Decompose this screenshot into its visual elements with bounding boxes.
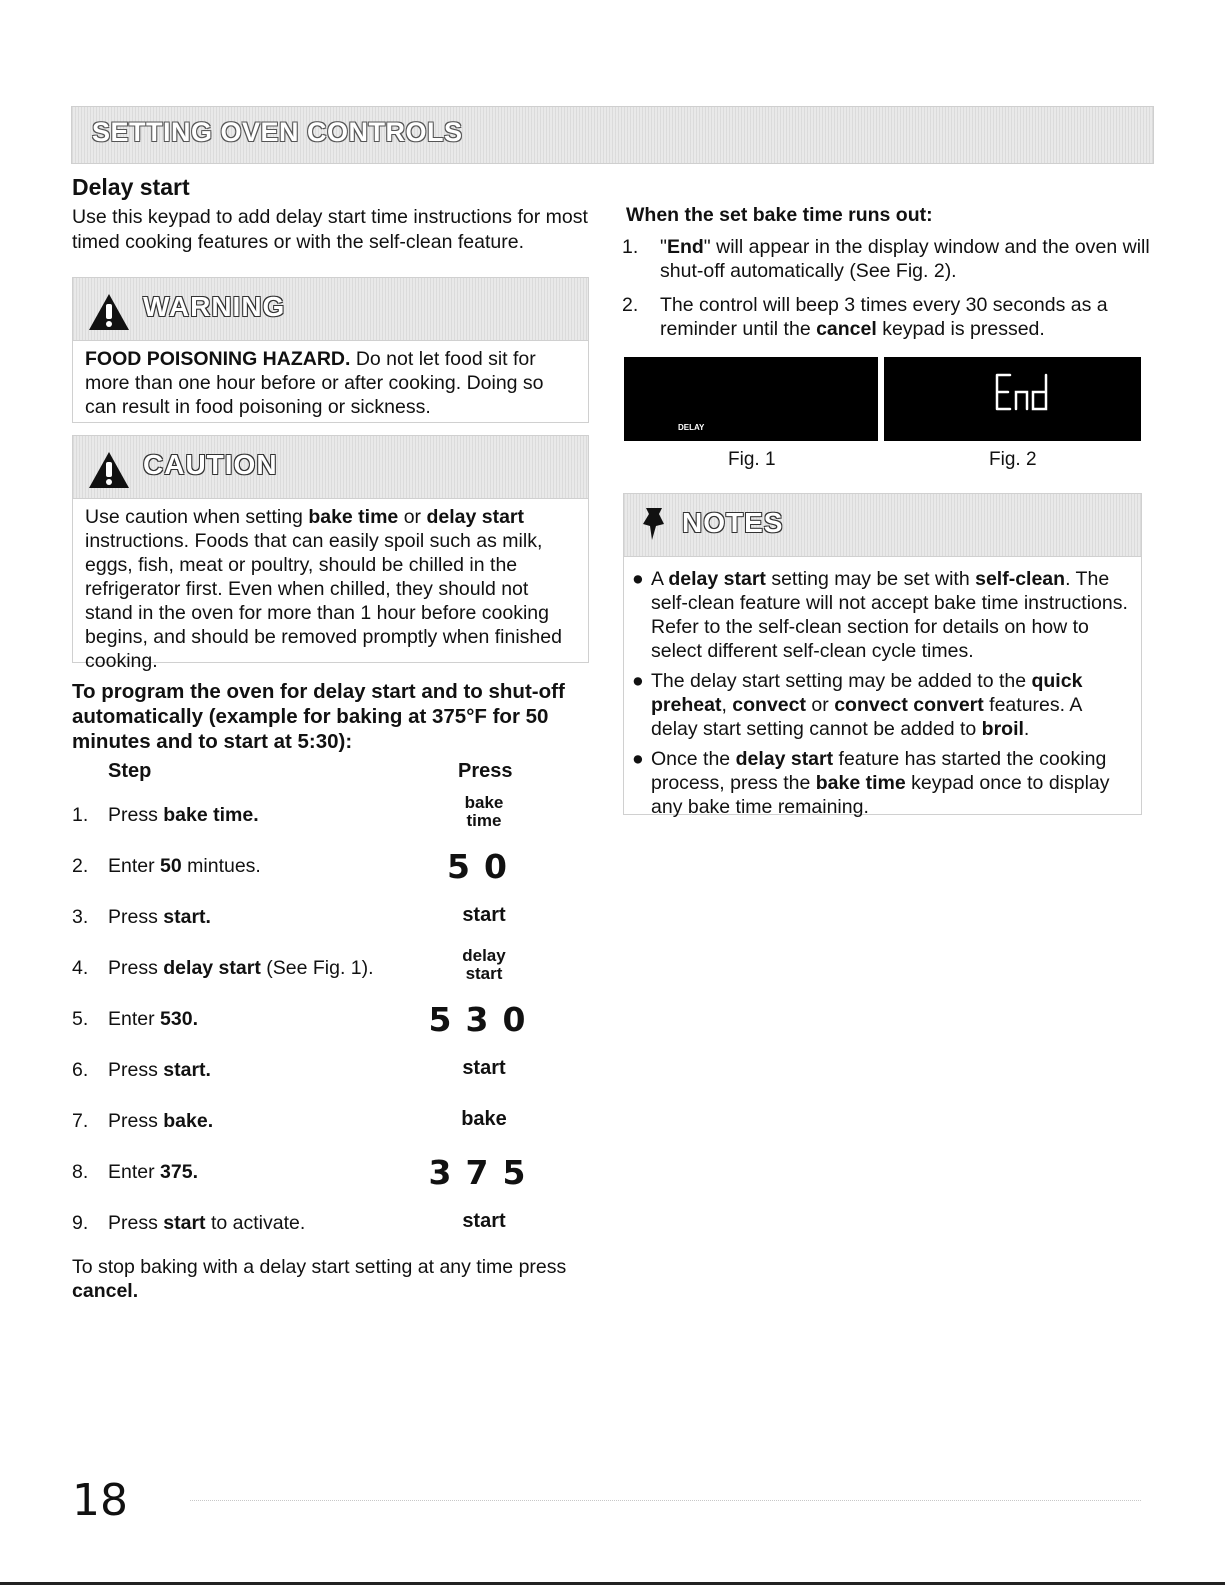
note-text: or bbox=[806, 694, 835, 716]
item-text-2: keypad is pressed. bbox=[876, 318, 1045, 340]
warning-text bbox=[73, 341, 588, 427]
step-post: (See Fig. 1). bbox=[260, 957, 374, 979]
step-row bbox=[72, 892, 592, 943]
step-row bbox=[72, 943, 592, 994]
step-bold: 375. bbox=[160, 1161, 198, 1183]
stop-bold: cancel. bbox=[72, 1280, 139, 1302]
step-number: 5. bbox=[72, 1008, 89, 1030]
delay-start-key bbox=[394, 947, 574, 983]
note-bold: delay start bbox=[668, 568, 766, 590]
item-number: 1. bbox=[622, 236, 639, 258]
caution-icon bbox=[87, 450, 131, 490]
step-number: 4. bbox=[72, 957, 89, 979]
step-number: 9. bbox=[72, 1212, 89, 1234]
step-row bbox=[72, 1096, 592, 1147]
fig2-caption: Fig. 2 bbox=[989, 449, 1037, 470]
item-bold: End bbox=[666, 236, 704, 258]
digit-keys-375: 375 bbox=[428, 1153, 540, 1192]
program-title: To program the oven for delay start and to shut-off automatically (example for baking at 375°F for 50 minutes and to start at 5:30): bbox=[72, 680, 565, 753]
caution-text bbox=[73, 499, 588, 681]
key-line-2: time bbox=[466, 811, 502, 830]
step-text bbox=[108, 1110, 213, 1133]
step-number: 3. bbox=[72, 906, 89, 928]
key-line-2: start bbox=[465, 964, 503, 983]
notes-body bbox=[624, 557, 1141, 819]
item-number: 2. bbox=[622, 294, 639, 316]
step-pre: Press bbox=[108, 1110, 164, 1132]
step-text bbox=[108, 1008, 198, 1031]
delay-start-heading: Delay start bbox=[72, 174, 190, 200]
bake-time-key bbox=[394, 794, 574, 830]
item-text: The control will beep 3 times every 30 seconds as a reminder until the bbox=[660, 294, 1108, 340]
pushpin-icon bbox=[638, 504, 674, 544]
step-post: to activate. bbox=[205, 1212, 306, 1234]
notes-title: NOTES bbox=[682, 507, 784, 538]
warning-body: Do not let food sit for more than one hour before or after cooking. Doing so can result in food poisoning or sickness. bbox=[85, 348, 544, 418]
caution-title: CAUTION bbox=[143, 449, 278, 480]
bake-time-out-heading: When the set bake time runs out: bbox=[626, 204, 933, 226]
digit-keys-530: 530 bbox=[428, 1000, 540, 1039]
end-segment-display bbox=[994, 371, 1054, 415]
page-number: 18 bbox=[72, 1475, 128, 1526]
right-column bbox=[622, 204, 1155, 351]
step-text bbox=[108, 1161, 198, 1184]
step-row bbox=[72, 994, 592, 1045]
delay-indicator: DELAY bbox=[678, 423, 705, 432]
bullet-icon: ● bbox=[632, 568, 644, 590]
stop-text: To stop baking with a delay start setting at any time press bbox=[72, 1256, 567, 1278]
note-text: The delay start setting may be added to the bbox=[651, 670, 1032, 692]
step-text bbox=[108, 957, 374, 980]
digit-keys-50: 50 bbox=[447, 847, 521, 886]
caution-header bbox=[73, 436, 588, 499]
warning-icon bbox=[87, 292, 131, 332]
left-column bbox=[72, 174, 592, 1303]
note-bold: self-clean bbox=[975, 568, 1066, 590]
step-number: 6. bbox=[72, 1059, 89, 1081]
note-bold: convect bbox=[732, 694, 806, 716]
step-bold: start. bbox=[163, 906, 211, 928]
bullet-icon: ● bbox=[632, 748, 644, 770]
key-line-1: bake bbox=[464, 793, 504, 812]
step-row bbox=[72, 1045, 592, 1096]
delay-start-intro: Use this keypad to add delay start time instructions for most timed cooking features or with the self-clean feature. bbox=[72, 206, 588, 253]
caution-text-2: or bbox=[398, 506, 427, 528]
warning-box bbox=[72, 277, 589, 423]
step-pre: Enter bbox=[108, 1161, 161, 1183]
step-pre: Press bbox=[108, 1059, 164, 1081]
note-text: features. A delay start setting cannot be added to bbox=[651, 694, 1082, 740]
quote-open: " bbox=[660, 236, 667, 258]
section-header bbox=[71, 106, 1154, 164]
step-text bbox=[108, 1212, 305, 1235]
fig1-display bbox=[624, 357, 878, 441]
step-row bbox=[72, 1198, 592, 1249]
step-pre: Press bbox=[108, 957, 164, 979]
step-row bbox=[72, 841, 592, 892]
note-text: , bbox=[721, 694, 733, 716]
step-bold: 530. bbox=[160, 1008, 198, 1030]
start-key: start bbox=[462, 904, 506, 926]
step-text bbox=[108, 855, 261, 878]
warning-header bbox=[73, 278, 588, 341]
step-bold: delay start bbox=[163, 957, 261, 979]
step-bold: bake time. bbox=[163, 804, 259, 826]
step-pre: Enter bbox=[108, 855, 161, 877]
footer-rule bbox=[190, 1500, 1141, 1501]
step-text bbox=[108, 1059, 211, 1082]
step-number: 2. bbox=[72, 855, 89, 877]
caution-bold-1: bake time bbox=[308, 506, 399, 528]
note-text: setting may be set with bbox=[765, 568, 976, 590]
step-post: mintues. bbox=[181, 855, 261, 877]
warning-title: WARNING bbox=[143, 291, 286, 322]
note-item bbox=[632, 567, 1129, 663]
step-bold: start bbox=[163, 1212, 206, 1234]
step-bold: start. bbox=[163, 1059, 211, 1081]
caution-box bbox=[72, 435, 589, 672]
step-pre: Press bbox=[108, 1212, 164, 1234]
item-text: will appear in the display window and the oven will shut-off automatically (See Fig. 2). bbox=[660, 236, 1150, 282]
note-bold: broil bbox=[981, 718, 1024, 740]
step-pre: Press bbox=[108, 906, 164, 928]
bake-key: bake bbox=[461, 1108, 507, 1130]
notes-list bbox=[632, 567, 1129, 819]
quote-close: " bbox=[703, 236, 711, 258]
bullet-icon: ● bbox=[632, 670, 644, 692]
start-key: start bbox=[462, 1057, 506, 1079]
note-bold: delay start bbox=[735, 748, 834, 770]
note-text: feature has started the cooking process, press the bbox=[651, 748, 1107, 794]
step-number: 7. bbox=[72, 1110, 89, 1132]
caution-text-3: instructions. Foods that can easily spoil such as milk, eggs, fish, meat or poultry, should be chilled in the refrigerator first. Even when chilled, they should not stand in the oven for more than 1 hour before cooking begins, and should be removed promptly when finished cooking. bbox=[85, 530, 562, 672]
caution-bold-2: delay start bbox=[426, 506, 525, 528]
key-line-1: delay bbox=[462, 946, 506, 965]
bake-time-out-list bbox=[622, 235, 1155, 341]
note-bold: convect convert bbox=[834, 694, 984, 716]
step-row bbox=[72, 790, 592, 841]
fig1-caption: Fig. 1 bbox=[728, 449, 776, 470]
note-bold: bake time bbox=[815, 772, 906, 794]
step-pre: Press bbox=[108, 804, 164, 826]
note-text: A bbox=[651, 568, 669, 590]
note-text: Once the bbox=[651, 748, 736, 770]
stop-instructions bbox=[72, 1255, 592, 1303]
section-title: SETTING OVEN CONTROLS bbox=[92, 117, 463, 147]
start-key: start bbox=[462, 1210, 506, 1232]
step-text bbox=[108, 804, 259, 827]
note-text: . The self-clean feature will not accept bake time instructions. Refer to the self-clean section for details on how to select different self-clean cycle times. bbox=[651, 568, 1128, 662]
press-column-label: Press bbox=[458, 760, 513, 782]
note-item bbox=[632, 669, 1129, 741]
display-figures bbox=[624, 357, 1141, 441]
step-column-label: Step bbox=[108, 760, 152, 782]
step-pre: Enter bbox=[108, 1008, 161, 1030]
notes-box bbox=[623, 493, 1142, 818]
step-text bbox=[108, 906, 211, 929]
item-bold: cancel bbox=[816, 318, 877, 340]
warning-lead: FOOD POISONING HAZARD. bbox=[85, 348, 351, 370]
step-row bbox=[72, 1147, 592, 1198]
step-bold: 50 bbox=[160, 855, 182, 877]
steps-header bbox=[72, 754, 592, 790]
fig2-display bbox=[884, 357, 1141, 441]
list-item bbox=[622, 293, 1155, 341]
step-number: 8. bbox=[72, 1161, 89, 1183]
caution-text-1: Use caution when setting bbox=[85, 506, 309, 528]
step-number: 1. bbox=[72, 804, 89, 826]
note-item bbox=[632, 747, 1129, 819]
note-bold: quick preheat bbox=[651, 670, 1083, 716]
step-bold: bake. bbox=[163, 1110, 214, 1132]
notes-header bbox=[624, 494, 1141, 557]
note-text: keypad once to display any bake time remaining. bbox=[651, 772, 1110, 818]
list-item bbox=[622, 235, 1155, 283]
note-text: . bbox=[1023, 718, 1030, 740]
